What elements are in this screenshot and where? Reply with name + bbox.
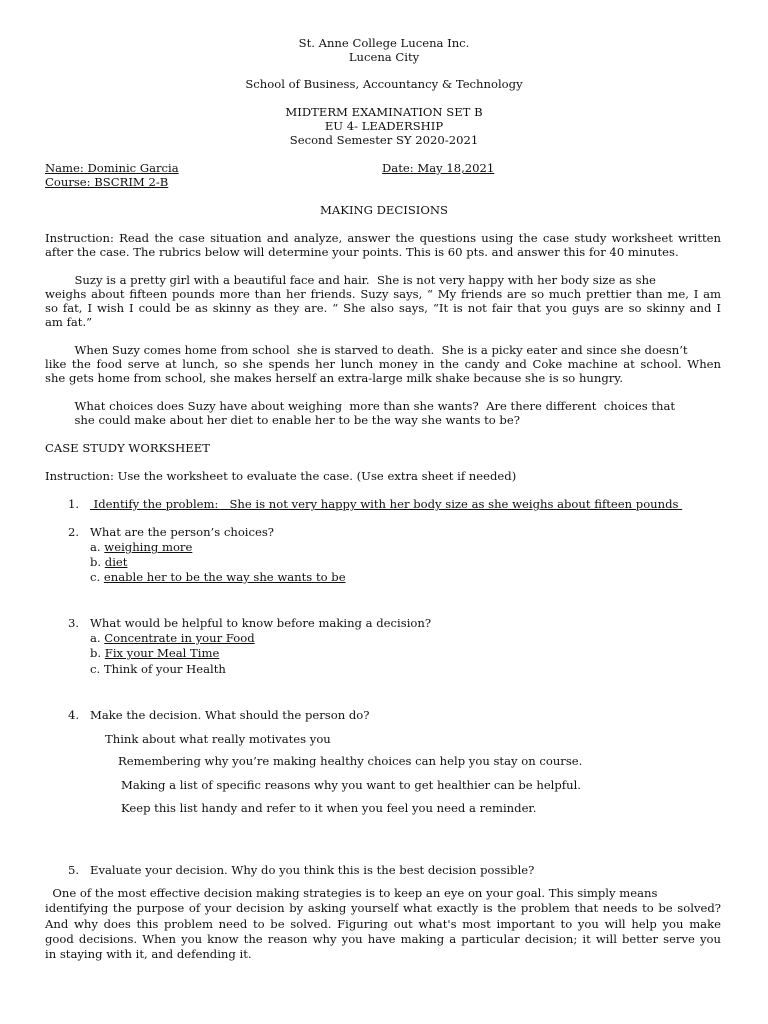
exam-title: MIDTERM EXAMINATION SET B <box>285 105 483 119</box>
case-paragraph-2-line-3: she gets home from school, she makes herself an extra-large milk shake because she is so hungry. <box>45 371 623 385</box>
school-city: Lucena City <box>348 50 420 64</box>
worksheet-heading: CASE STUDY WORKSHEET <box>45 441 210 455</box>
q5-answer-line-5: in staying with it, and defending it. <box>45 947 252 961</box>
q5-question: Evaluate your decision. Why do you think this is the best decision possible? <box>90 863 535 877</box>
q2-option-a: a. weighing more <box>90 540 193 554</box>
q4-answer-4: Keep this list handy and refer to it when you feel you need a reminder. <box>121 801 537 815</box>
department-name: School of Business, Accountancy & Technology <box>245 77 523 91</box>
worksheet-instruction: Instruction: Use the worksheet to evaluate the case. (Use extra sheet if needed) <box>45 469 517 483</box>
q4-answer-1: Think about what really motivates you <box>105 732 331 746</box>
case-paragraph-2-line-1: When Suzy comes home from school she is starved to death. She is a picky eater and since she doesn’t <box>45 343 688 357</box>
section-title: MAKING DECISIONS <box>320 203 448 217</box>
school-name: St. Anne College Lucena Inc. <box>298 36 470 50</box>
q4-answer-2: Remembering why you’re making healthy choices can help you stay on course. <box>118 754 583 768</box>
q2-number: 2. <box>68 525 80 539</box>
case-paragraph-3-line-2: she could make about her diet to enable her to be the way she wants to be? <box>45 413 520 427</box>
subject-title: EU 4- LEADERSHIP <box>324 119 444 133</box>
q3-option-c: c. Think of your Health <box>90 662 226 676</box>
student-name: Name: Dominic Garcia <box>45 161 179 175</box>
instruction-line-1: Instruction: Read the case situation and analyze, answer the questions using the case study worksheet written <box>45 231 721 245</box>
q3-question: What would be helpful to know before making a decision? <box>90 616 432 630</box>
case-paragraph-1-line-3: so fat, I wish I could be as skinny as they are. “ She also says, “It is not fair that you guys are so skinny and I <box>45 301 721 315</box>
case-paragraph-1-line-2: weighs about fifteen pounds more than her friends. Suzy says, “ My friends are so much prettier than me, I am <box>45 287 721 301</box>
q2-option-b: b. diet <box>90 555 128 569</box>
case-paragraph-2-line-2: like the food serve at lunch, so she spends her lunch money in the candy and Coke machine at school. When <box>45 357 721 371</box>
student-course: Course: BSCRIM 2-B <box>45 175 169 189</box>
q1-number: 1. <box>68 497 80 511</box>
exam-date: Date: May 18,2021 <box>382 161 495 175</box>
q5-answer-line-4: good decisions. When you know the reason why you have making a particular decision; it will better serve you <box>45 932 721 946</box>
q5-answer-line-3: And why does this problem need to be solved. Figuring out what's most important to you will help you make <box>45 917 721 931</box>
q1-answer: Identify the problem: She is not very happy with her body size as she weighs about fifteen pounds <box>90 497 683 511</box>
case-paragraph-3-line-1: What choices does Suzy have about weighing more than she wants? Are there different choices that <box>45 399 676 413</box>
q4-number: 4. <box>68 708 80 722</box>
q4-question: Make the decision. What should the person do? <box>90 708 370 722</box>
q5-number: 5. <box>68 863 80 877</box>
semester-line: Second Semester SY 2020-2021 <box>289 133 479 147</box>
q4-answer-3: Making a list of specific reasons why you want to get healthier can be helpful. <box>121 778 581 792</box>
q2-question: What are the person’s choices? <box>90 525 275 539</box>
q3-option-b: b. Fix your Meal Time <box>90 646 220 660</box>
case-paragraph-1-line-1: Suzy is a pretty girl with a beautiful face and hair. She is not very happy with her body size as she <box>45 273 656 287</box>
q5-answer-line-1: One of the most effective decision making strategies is to keep an eye on your goal. This simply means <box>45 886 658 900</box>
q2-option-c: c. enable her to be the way she wants to be <box>90 570 346 584</box>
q3-number: 3. <box>68 616 80 630</box>
case-paragraph-1-line-4: am fat.” <box>45 315 93 329</box>
q3-option-a: a. Concentrate in your Food <box>90 631 255 645</box>
instruction-line-2: after the case. The rubrics below will determine your points. This is 60 pts. and answer this for 40 minutes. <box>45 245 679 259</box>
q5-answer-line-2: identifying the purpose of your decision by asking yourself what exactly is the problem that needs to be solved? <box>45 901 721 915</box>
